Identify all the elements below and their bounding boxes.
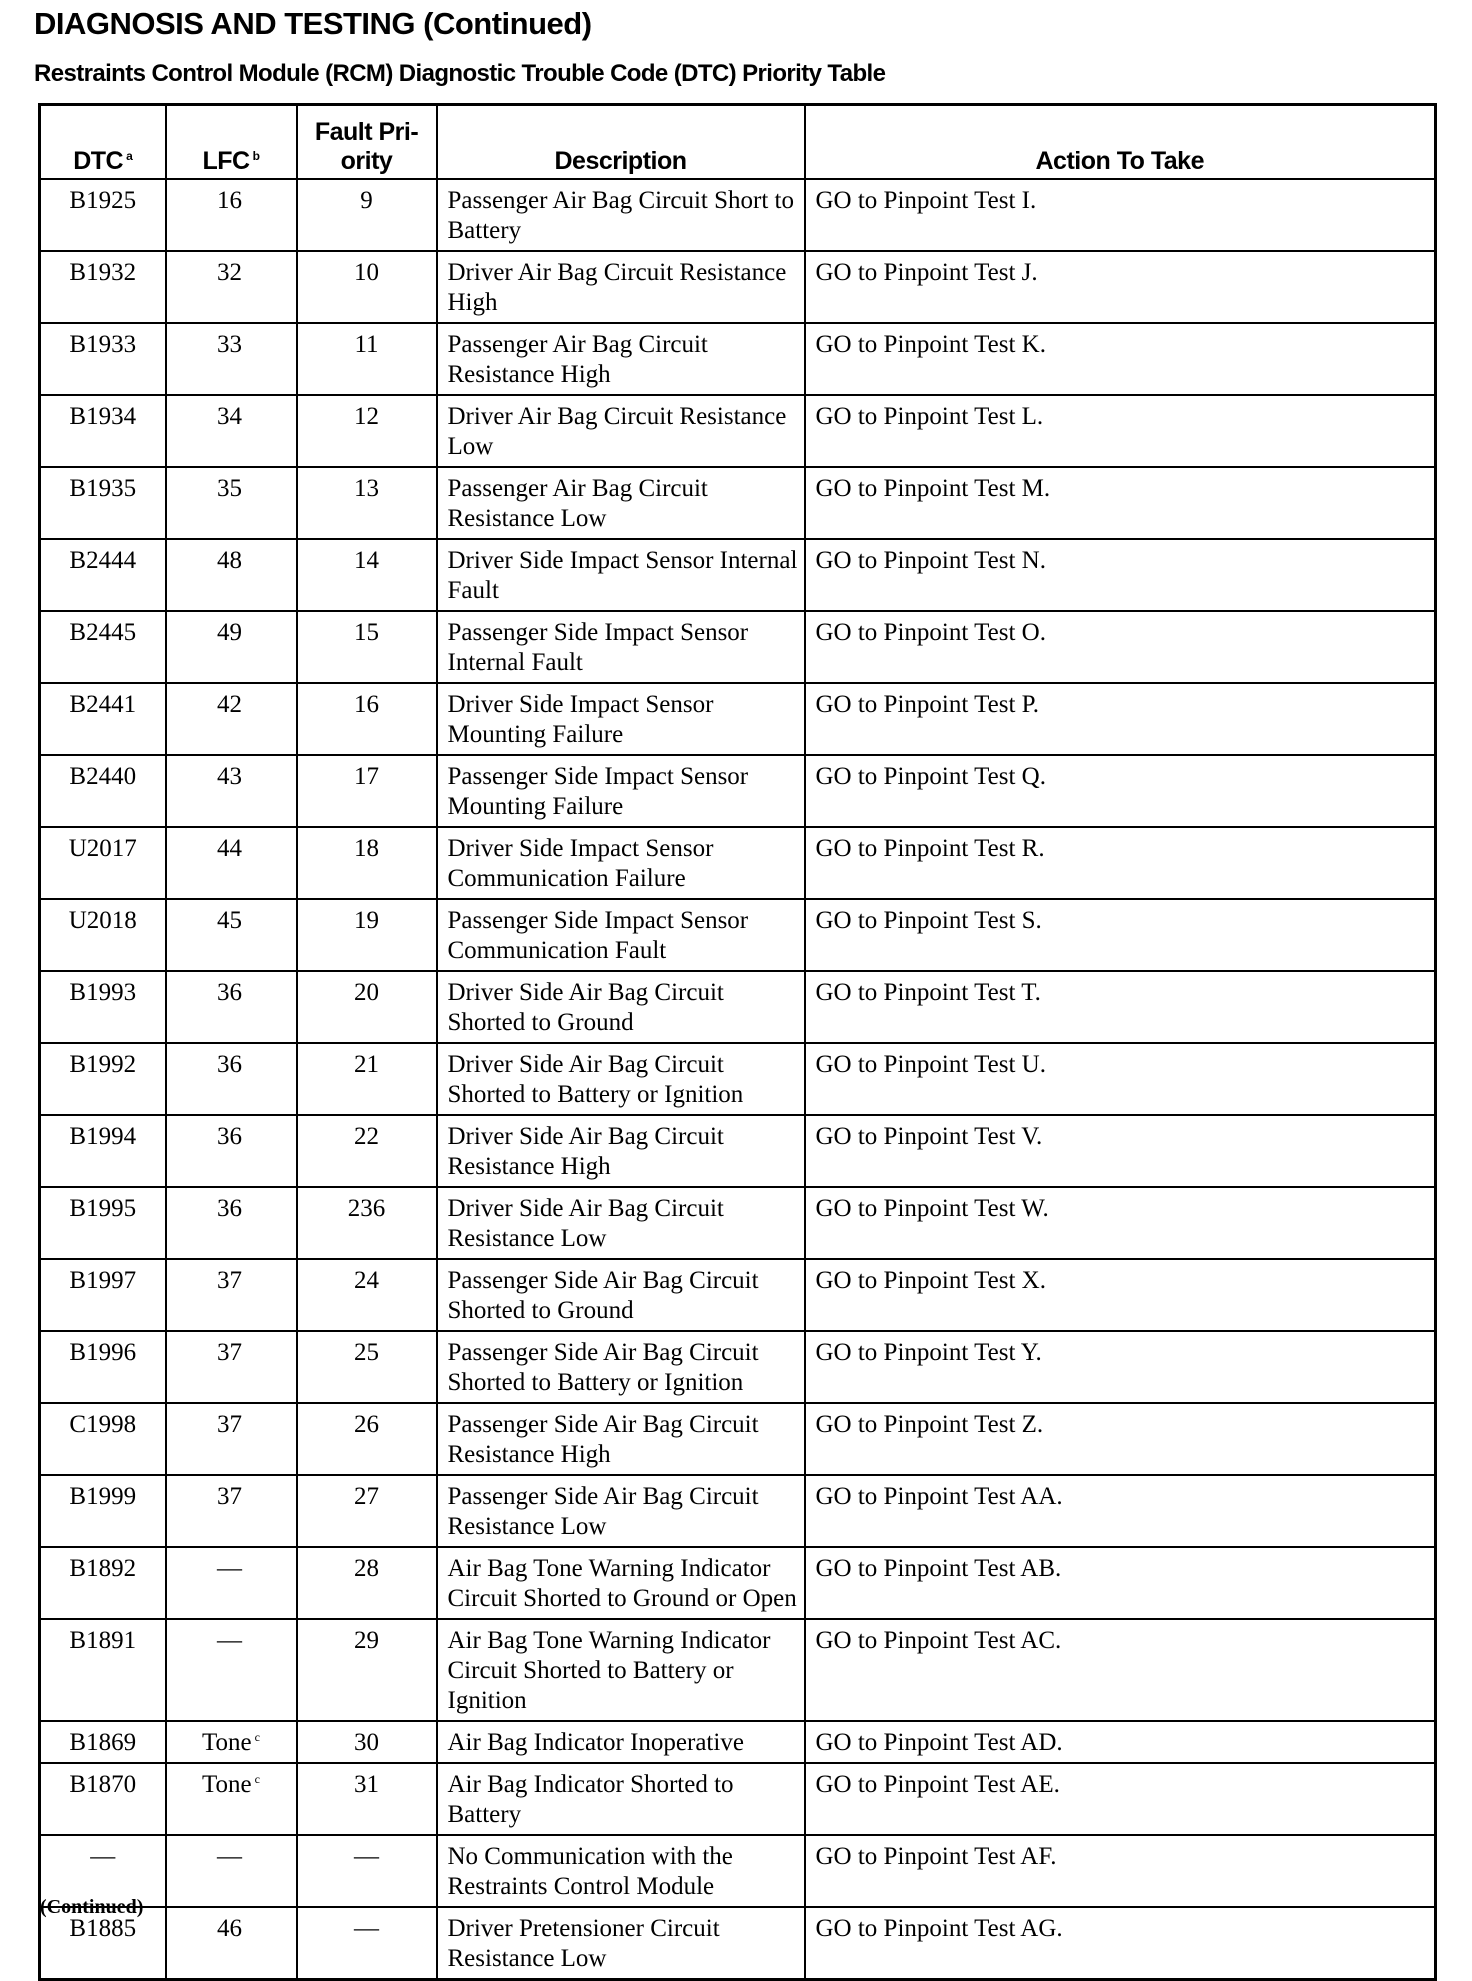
header-priority-label: Fault Pri- ority bbox=[314, 118, 419, 175]
cell-action bbox=[805, 179, 1436, 251]
cell-description bbox=[437, 1403, 805, 1475]
cell-dtc bbox=[40, 179, 166, 251]
cell-action bbox=[805, 539, 1436, 611]
cell-dtc-text: B2441 bbox=[69, 691, 137, 718]
cell-fault-priority bbox=[297, 1043, 437, 1115]
cell-dtc bbox=[40, 1403, 166, 1475]
cell-action bbox=[805, 683, 1436, 755]
cell-description-text: Passenger Air Bag Circuit Resistance High bbox=[447, 331, 708, 388]
table-row bbox=[40, 1619, 1436, 1721]
cell-description bbox=[437, 827, 805, 899]
cell-description-text: Passenger Side Impact Sensor Internal Fault bbox=[447, 619, 749, 676]
cell-lfc-text: 37 bbox=[217, 1267, 242, 1294]
cell-lfc bbox=[166, 1907, 297, 1980]
cell-fault-priority-text: 16 bbox=[354, 691, 379, 718]
cell-dtc bbox=[40, 683, 166, 755]
cell-fault-priority bbox=[297, 683, 437, 755]
header-action-label: Action To Take bbox=[1035, 147, 1204, 175]
cell-action-text: GO to Pinpoint Test T. bbox=[815, 979, 1041, 1006]
cell-lfc-text: 43 bbox=[217, 763, 242, 790]
cell-dtc-text: U2017 bbox=[68, 835, 137, 862]
cell-fault-priority-text: 30 bbox=[354, 1729, 379, 1756]
cell-description bbox=[437, 539, 805, 611]
cell-dtc bbox=[40, 467, 166, 539]
cell-fault-priority bbox=[297, 1187, 437, 1259]
cell-description bbox=[437, 1763, 805, 1835]
cell-description bbox=[437, 323, 805, 395]
cell-lfc bbox=[166, 611, 297, 683]
cell-fault-priority bbox=[297, 251, 437, 323]
cell-lfc-text: 34 bbox=[217, 403, 242, 430]
cell-fault-priority bbox=[297, 1259, 437, 1331]
table-row bbox=[40, 395, 1436, 467]
cell-lfc bbox=[166, 1475, 297, 1547]
cell-lfc-text: Tone bbox=[202, 1771, 252, 1798]
cell-dtc bbox=[40, 1547, 166, 1619]
cell-action-text: GO to Pinpoint Test W. bbox=[815, 1195, 1049, 1222]
cell-fault-priority-text: — bbox=[354, 1915, 379, 1942]
cell-fault-priority bbox=[297, 611, 437, 683]
cell-dtc bbox=[40, 899, 166, 971]
cell-lfc-text: 46 bbox=[217, 1915, 242, 1942]
cell-lfc-text: 45 bbox=[217, 907, 242, 934]
table-row bbox=[40, 827, 1436, 899]
cell-description-text: Air Bag Tone Warning Indicator Circuit Shorted to Ground or Open bbox=[447, 1555, 797, 1612]
cell-description-text: Driver Side Air Bag Circuit Resistance High bbox=[447, 1123, 724, 1180]
cell-fault-priority-text: 20 bbox=[354, 979, 379, 1006]
cell-description-text: Driver Side Impact Sensor Internal Fault bbox=[447, 547, 798, 604]
table-row bbox=[40, 899, 1436, 971]
cell-action-text: GO to Pinpoint Test Y. bbox=[815, 1339, 1042, 1366]
cell-lfc bbox=[166, 1403, 297, 1475]
cell-action bbox=[805, 251, 1436, 323]
table-row bbox=[40, 179, 1436, 251]
cell-description bbox=[437, 1187, 805, 1259]
cell-dtc bbox=[40, 1115, 166, 1187]
cell-lfc bbox=[166, 1619, 297, 1721]
cell-dtc-text: B1999 bbox=[69, 1483, 137, 1510]
table-row bbox=[40, 683, 1436, 755]
cell-lfc-text: 49 bbox=[217, 619, 242, 646]
cell-description-text: Passenger Side Air Bag Circuit Resistance Low bbox=[447, 1483, 759, 1540]
table-row bbox=[40, 1115, 1436, 1187]
cell-dtc-text: B1997 bbox=[69, 1267, 137, 1294]
cell-lfc bbox=[166, 827, 297, 899]
cell-description bbox=[437, 611, 805, 683]
cell-lfc-text: 44 bbox=[217, 835, 242, 862]
cell-action-text: GO to Pinpoint Test S. bbox=[815, 907, 1042, 934]
cell-lfc-text: 16 bbox=[217, 187, 242, 214]
cell-fault-priority bbox=[297, 1907, 437, 1980]
cell-action bbox=[805, 1115, 1436, 1187]
table-row bbox=[40, 1043, 1436, 1115]
cell-dtc-text: B1935 bbox=[69, 475, 137, 502]
cell-dtc-text: — bbox=[90, 1843, 116, 1870]
cell-dtc-text: B2444 bbox=[69, 547, 137, 574]
cell-action bbox=[805, 1331, 1436, 1403]
cell-fault-priority bbox=[297, 755, 437, 827]
table-header-row bbox=[40, 105, 1436, 180]
cell-dtc-text: U2018 bbox=[68, 907, 137, 934]
cell-fault-priority-text: 14 bbox=[354, 547, 379, 574]
cell-action-text: GO to Pinpoint Test X. bbox=[815, 1267, 1046, 1294]
cell-lfc-text: 33 bbox=[217, 331, 242, 358]
cell-action-text: GO to Pinpoint Test AF. bbox=[815, 1843, 1057, 1870]
cell-dtc-text: B1891 bbox=[69, 1627, 137, 1654]
footnote-marker: a bbox=[126, 148, 133, 163]
cell-lfc-text: 36 bbox=[217, 1123, 242, 1150]
cell-description-text: Passenger Side Impact Sensor Mounting Failure bbox=[447, 763, 749, 820]
cell-description bbox=[437, 683, 805, 755]
cell-action bbox=[805, 1403, 1436, 1475]
cell-description bbox=[437, 1907, 805, 1980]
cell-description-text: Driver Air Bag Circuit Resistance Low bbox=[447, 403, 787, 460]
cell-fault-priority-text: 22 bbox=[354, 1123, 379, 1150]
cell-lfc-text: 37 bbox=[217, 1339, 242, 1366]
cell-dtc-text: B1869 bbox=[69, 1729, 137, 1756]
cell-description-text: Driver Side Air Bag Circuit Shorted to Ground bbox=[447, 979, 724, 1036]
cell-description-text: Passenger Side Impact Sensor Communication Fault bbox=[447, 907, 749, 964]
cell-dtc bbox=[40, 611, 166, 683]
table-row bbox=[40, 251, 1436, 323]
cell-description-text: Driver Side Air Bag Circuit Shorted to Battery or Ignition bbox=[447, 1051, 744, 1108]
cell-fault-priority bbox=[297, 1403, 437, 1475]
cell-dtc bbox=[40, 1475, 166, 1547]
cell-description-text: Passenger Side Air Bag Circuit Resistance High bbox=[447, 1411, 759, 1468]
cell-action bbox=[805, 755, 1436, 827]
cell-description bbox=[437, 1331, 805, 1403]
table-row bbox=[40, 1403, 1436, 1475]
cell-description bbox=[437, 1619, 805, 1721]
cell-dtc-text: B1885 bbox=[69, 1915, 137, 1942]
cell-action-text: GO to Pinpoint Test AE. bbox=[815, 1771, 1060, 1798]
cell-description bbox=[437, 755, 805, 827]
cell-fault-priority-text: 25 bbox=[354, 1339, 379, 1366]
cell-fault-priority-text: 10 bbox=[354, 259, 379, 286]
table-row bbox=[40, 1475, 1436, 1547]
table-row bbox=[40, 1187, 1436, 1259]
cell-action-text: GO to Pinpoint Test K. bbox=[815, 331, 1046, 358]
cell-fault-priority-text: 18 bbox=[354, 835, 379, 862]
cell-lfc-text: — bbox=[217, 1843, 242, 1870]
cell-fault-priority-text: 29 bbox=[354, 1627, 379, 1654]
cell-description-text: Passenger Side Air Bag Circuit Shorted to Ground bbox=[447, 1267, 759, 1324]
cell-dtc bbox=[40, 1259, 166, 1331]
cell-fault-priority bbox=[297, 827, 437, 899]
cell-lfc-text: 35 bbox=[217, 475, 242, 502]
cell-lfc bbox=[166, 683, 297, 755]
cell-fault-priority-text: 15 bbox=[354, 619, 379, 646]
cell-action-text: GO to Pinpoint Test M. bbox=[815, 475, 1051, 502]
cell-fault-priority-text: — bbox=[354, 1843, 379, 1870]
cell-dtc bbox=[40, 539, 166, 611]
cell-lfc bbox=[166, 971, 297, 1043]
cell-fault-priority-text: 11 bbox=[354, 331, 379, 358]
cell-action-text: GO to Pinpoint Test Z. bbox=[815, 1411, 1044, 1438]
cell-fault-priority-text: 9 bbox=[360, 187, 373, 214]
table-row bbox=[40, 1907, 1436, 1980]
cell-action bbox=[805, 1475, 1436, 1547]
dtc-priority-table bbox=[38, 103, 1437, 1981]
cell-description-text: Passenger Air Bag Circuit Short to Battery bbox=[447, 187, 794, 244]
cell-dtc-text: B1992 bbox=[69, 1051, 137, 1078]
table-row bbox=[40, 539, 1436, 611]
cell-lfc bbox=[166, 179, 297, 251]
cell-dtc-text: B2445 bbox=[69, 619, 137, 646]
cell-action bbox=[805, 971, 1436, 1043]
footnote-marker: c bbox=[254, 1729, 260, 1744]
cell-lfc-text: 32 bbox=[217, 259, 242, 286]
header-action bbox=[805, 105, 1436, 180]
table-row bbox=[40, 611, 1436, 683]
cell-lfc bbox=[166, 1547, 297, 1619]
cell-fault-priority bbox=[297, 899, 437, 971]
cell-description bbox=[437, 971, 805, 1043]
table-title: Restraints Control Module (RCM) Diagnostic Trouble Code (DTC) Priority Table bbox=[34, 60, 886, 87]
table-row bbox=[40, 1763, 1436, 1835]
cell-action-text: GO to Pinpoint Test Q. bbox=[815, 763, 1046, 790]
cell-description bbox=[437, 1115, 805, 1187]
cell-dtc bbox=[40, 395, 166, 467]
cell-dtc-text: B1993 bbox=[69, 979, 137, 1006]
cell-lfc bbox=[166, 1835, 297, 1907]
cell-description bbox=[437, 1043, 805, 1115]
cell-action-text: GO to Pinpoint Test AB. bbox=[815, 1555, 1062, 1582]
cell-action-text: GO to Pinpoint Test P. bbox=[815, 691, 1040, 718]
cell-lfc-text: 42 bbox=[217, 691, 242, 718]
table-row bbox=[40, 1259, 1436, 1331]
cell-description-text: Driver Side Impact Sensor Communication Failure bbox=[447, 835, 714, 892]
cell-lfc bbox=[166, 1115, 297, 1187]
header-description bbox=[437, 105, 805, 180]
cell-fault-priority bbox=[297, 539, 437, 611]
cell-lfc bbox=[166, 755, 297, 827]
table-body bbox=[40, 179, 1436, 1980]
cell-lfc-text: 36 bbox=[217, 1195, 242, 1222]
cell-description bbox=[437, 899, 805, 971]
cell-dtc-text: B1933 bbox=[69, 331, 137, 358]
cell-dtc-text: B1934 bbox=[69, 403, 137, 430]
cell-action bbox=[805, 611, 1436, 683]
table-row bbox=[40, 323, 1436, 395]
cell-fault-priority-text: 28 bbox=[354, 1555, 379, 1582]
cell-fault-priority-text: 27 bbox=[354, 1483, 379, 1510]
cell-action bbox=[805, 1907, 1436, 1980]
cell-action bbox=[805, 323, 1436, 395]
cell-action bbox=[805, 827, 1436, 899]
table-row bbox=[40, 1721, 1436, 1763]
cell-lfc bbox=[166, 1043, 297, 1115]
page-heading: DIAGNOSIS AND TESTING (Continued) bbox=[34, 6, 592, 41]
cell-description bbox=[437, 395, 805, 467]
table-row bbox=[40, 1835, 1436, 1907]
cell-dtc bbox=[40, 1763, 166, 1835]
cell-fault-priority bbox=[297, 1475, 437, 1547]
cell-dtc bbox=[40, 251, 166, 323]
cell-description-text: Driver Air Bag Circuit Resistance High bbox=[447, 259, 787, 316]
cell-description-text: No Communication with the Restraints Control Module bbox=[447, 1843, 733, 1900]
cell-action bbox=[805, 467, 1436, 539]
cell-fault-priority bbox=[297, 1835, 437, 1907]
cell-dtc bbox=[40, 755, 166, 827]
cell-description-text: Passenger Air Bag Circuit Resistance Low bbox=[447, 475, 708, 532]
cell-description bbox=[437, 467, 805, 539]
cell-fault-priority bbox=[297, 179, 437, 251]
cell-action bbox=[805, 395, 1436, 467]
cell-lfc bbox=[166, 1763, 297, 1835]
cell-description bbox=[437, 1259, 805, 1331]
cell-fault-priority-text: 26 bbox=[354, 1411, 379, 1438]
cell-lfc bbox=[166, 899, 297, 971]
header-lfc bbox=[166, 105, 297, 180]
cell-description-text: Air Bag Tone Warning Indicator Circuit Shorted to Battery or Ignition bbox=[447, 1627, 771, 1714]
cell-description-text: Driver Side Impact Sensor Mounting Failure bbox=[447, 691, 714, 748]
cell-dtc bbox=[40, 1331, 166, 1403]
cell-dtc bbox=[40, 1043, 166, 1115]
cell-description-text: Air Bag Indicator Shorted to Battery bbox=[447, 1771, 734, 1828]
cell-action-text: GO to Pinpoint Test R. bbox=[815, 835, 1045, 862]
cell-fault-priority-text: 19 bbox=[354, 907, 379, 934]
cell-description-text: Air Bag Indicator Inoperative bbox=[447, 1729, 744, 1756]
cell-lfc-text: 36 bbox=[217, 979, 242, 1006]
cell-fault-priority bbox=[297, 971, 437, 1043]
cell-dtc-text: C1998 bbox=[69, 1411, 137, 1438]
cell-description bbox=[437, 1721, 805, 1763]
footnote-marker: b bbox=[252, 148, 260, 163]
cell-fault-priority bbox=[297, 467, 437, 539]
cell-action bbox=[805, 1835, 1436, 1907]
cell-action-text: GO to Pinpoint Test J. bbox=[815, 259, 1038, 286]
header-dtc bbox=[40, 105, 166, 180]
cell-fault-priority-text: 12 bbox=[354, 403, 379, 430]
table-row bbox=[40, 1547, 1436, 1619]
cell-fault-priority bbox=[297, 323, 437, 395]
cell-description bbox=[437, 179, 805, 251]
cell-fault-priority-text: 21 bbox=[354, 1051, 379, 1078]
cell-lfc bbox=[166, 395, 297, 467]
cell-action bbox=[805, 1259, 1436, 1331]
cell-lfc bbox=[166, 467, 297, 539]
cell-dtc-text: B2440 bbox=[69, 763, 137, 790]
cell-description-text: Passenger Side Air Bag Circuit Shorted to Battery or Ignition bbox=[447, 1339, 759, 1396]
cell-fault-priority bbox=[297, 1763, 437, 1835]
cell-fault-priority-text: 236 bbox=[347, 1195, 386, 1222]
cell-dtc-text: B1892 bbox=[69, 1555, 137, 1582]
cell-lfc bbox=[166, 1259, 297, 1331]
cell-dtc bbox=[40, 1721, 166, 1763]
cell-action-text: GO to Pinpoint Test AG. bbox=[815, 1915, 1063, 1942]
cell-action-text: GO to Pinpoint Test AC. bbox=[815, 1627, 1062, 1654]
cell-fault-priority bbox=[297, 1547, 437, 1619]
cell-fault-priority-text: 13 bbox=[354, 475, 379, 502]
table-row bbox=[40, 1331, 1436, 1403]
header-dtc-label: DTC bbox=[73, 147, 124, 175]
cell-fault-priority bbox=[297, 395, 437, 467]
cell-fault-priority-text: 24 bbox=[354, 1267, 379, 1294]
cell-description-text: Driver Side Air Bag Circuit Resistance Low bbox=[447, 1195, 724, 1252]
cell-lfc bbox=[166, 323, 297, 395]
cell-lfc-text: 37 bbox=[217, 1411, 242, 1438]
cell-lfc bbox=[166, 539, 297, 611]
cell-description bbox=[437, 1547, 805, 1619]
cell-dtc-text: B1932 bbox=[69, 259, 137, 286]
cell-action bbox=[805, 1043, 1436, 1115]
cell-action bbox=[805, 1721, 1436, 1763]
cell-dtc-text: B1995 bbox=[69, 1195, 137, 1222]
cell-lfc bbox=[166, 1187, 297, 1259]
cell-dtc bbox=[40, 827, 166, 899]
cell-dtc-text: B1870 bbox=[69, 1771, 137, 1798]
cell-lfc-text: 37 bbox=[217, 1483, 242, 1510]
cell-action bbox=[805, 1619, 1436, 1721]
cell-fault-priority bbox=[297, 1619, 437, 1721]
footnote-marker: c bbox=[254, 1771, 260, 1786]
cell-dtc bbox=[40, 1619, 166, 1721]
header-description-label: Description bbox=[554, 147, 687, 175]
cell-dtc bbox=[40, 1187, 166, 1259]
header-fault-priority bbox=[297, 105, 437, 180]
cell-action-text: GO to Pinpoint Test L. bbox=[815, 403, 1044, 430]
cell-dtc bbox=[40, 971, 166, 1043]
cell-description bbox=[437, 1835, 805, 1907]
cell-lfc bbox=[166, 1331, 297, 1403]
cell-dtc-text: B1996 bbox=[69, 1339, 137, 1366]
cell-fault-priority-text: 17 bbox=[354, 763, 379, 790]
cell-lfc-text: — bbox=[217, 1627, 242, 1654]
cell-action-text: GO to Pinpoint Test V. bbox=[815, 1123, 1043, 1150]
cell-action bbox=[805, 1763, 1436, 1835]
header-lfc-label: LFC bbox=[202, 147, 250, 175]
cell-lfc bbox=[166, 1721, 297, 1763]
cell-fault-priority-text: 31 bbox=[354, 1771, 379, 1798]
cell-lfc bbox=[166, 251, 297, 323]
cell-action-text: GO to Pinpoint Test I. bbox=[815, 187, 1037, 214]
cell-action-text: GO to Pinpoint Test U. bbox=[815, 1051, 1046, 1078]
cell-action bbox=[805, 899, 1436, 971]
cell-action bbox=[805, 1187, 1436, 1259]
cell-lfc-text: 36 bbox=[217, 1051, 242, 1078]
cell-description bbox=[437, 1475, 805, 1547]
cell-action-text: GO to Pinpoint Test AD. bbox=[815, 1729, 1063, 1756]
cell-fault-priority bbox=[297, 1331, 437, 1403]
cell-action bbox=[805, 1547, 1436, 1619]
cell-dtc-text: B1994 bbox=[69, 1123, 137, 1150]
cell-fault-priority bbox=[297, 1115, 437, 1187]
table-row bbox=[40, 971, 1436, 1043]
cell-lfc-text: Tone bbox=[202, 1729, 252, 1756]
table-row bbox=[40, 467, 1436, 539]
cell-fault-priority bbox=[297, 1721, 437, 1763]
cell-action-text: GO to Pinpoint Test AA. bbox=[815, 1483, 1063, 1510]
cell-description-text: Driver Pretensioner Circuit Resistance Low bbox=[447, 1915, 720, 1972]
cell-dtc-text: B1925 bbox=[69, 187, 137, 214]
table-row bbox=[40, 755, 1436, 827]
cell-dtc bbox=[40, 323, 166, 395]
cell-lfc-text: 48 bbox=[217, 547, 242, 574]
cell-lfc-text: — bbox=[217, 1555, 242, 1582]
cell-action-text: GO to Pinpoint Test O. bbox=[815, 619, 1046, 646]
cell-description bbox=[437, 251, 805, 323]
continued-note: (Continued) bbox=[40, 1896, 144, 1918]
cell-action-text: GO to Pinpoint Test N. bbox=[815, 547, 1046, 574]
